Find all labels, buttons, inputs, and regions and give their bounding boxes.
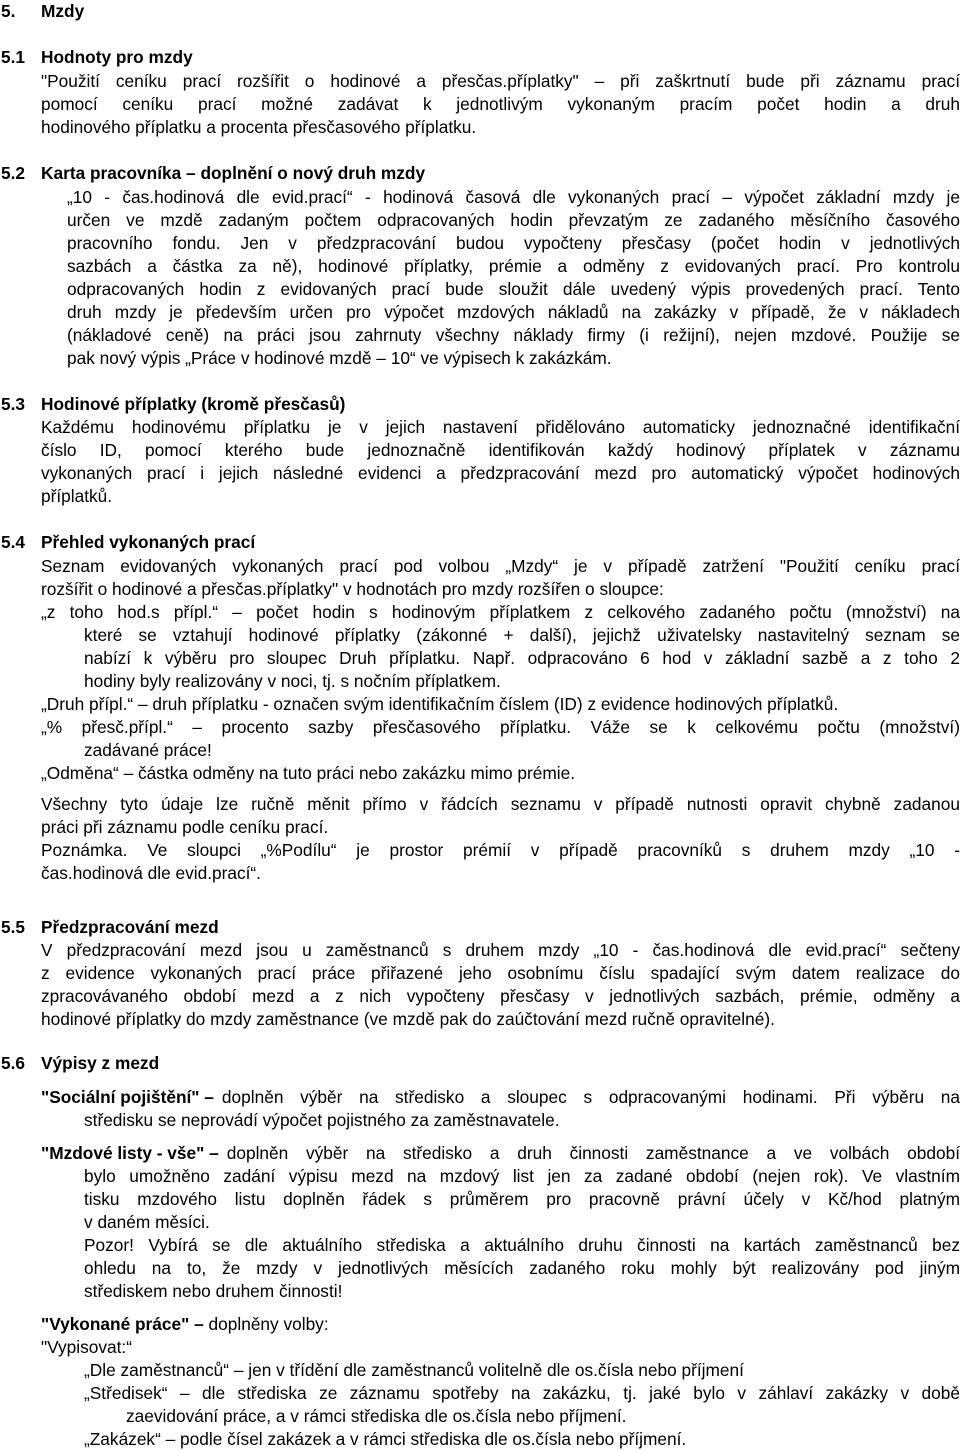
paragraph-line: pomocí ceníku prací možné zadávat k jednotlivým vykonaným pracím počet hodin a druh [41,94,960,114]
paragraph-line: z evidence vykonaných prací práce přiřazené jeho osobnímu číslu spadající svým datem realizace do [41,963,960,983]
paragraph-line: středisku se neprovádí výpočet pojistného za zaměstnavatele. [84,1110,560,1130]
section-number: 5.3 [1,394,26,414]
section-title: Hodnoty pro mzdy [41,47,193,67]
list-option-line: „Zakázek“ – podle čísel zakázek a v rámci střediska dle os.čísla nebo příjmení. [84,1429,687,1449]
paragraph-line: příplatků. [41,486,113,506]
column-item-line: „Odměna“ – částka odměny na tuto práci nebo zakázku mimo prémie. [41,763,576,783]
column-item-line: „Druh přípl.“ – druh příplatku - označen svým identifikačním číslem (ID) z evidence hodinových příplatků. [41,694,839,714]
paragraph-line: sazbách a částka za ně), hodinové příplatky, prémie a odměny z evidovaných prací. Pro kontrolu [67,256,960,276]
column-item-line: „% přesč.přípl.“ – procento sazby přesčasového příplatku. Váže se k celkovému počtu (množství) [41,717,960,737]
warning-line: ohledu na to, že mzdy v jednotlivých měsících zadaného roku mohly být realizovány pod jiným [84,1258,960,1278]
paragraph-line: V předzpracování mezd jsou u zaměstnanců s druhem mzdy „10 - čas.hodinová dle evid.prací“ sečteny [41,940,960,960]
paragraph-line: v daném měsíci. [84,1212,210,1232]
section-number: 5.2 [1,163,26,183]
section-number: 5.6 [1,1053,26,1073]
paragraph-line: doplněn výběr na středisko a druh činnosti zaměstnance a ve volbách období [226,1143,960,1163]
section-title: Karta pracovníka – doplnění o nový druh mzdy [41,163,426,183]
section-5-4-heading [1,531,256,554]
paragraph-line: určen ve mzdě zadaným počtem odpracovaných hodin převzatým ze zadaného měsíčního časového [67,210,960,230]
section-5-1-heading [1,46,193,69]
social-insurance-label: "Sociální pojištění" – [41,1087,214,1107]
column-item-line: „z toho hod.s přípl.“ – počet hodin s hodinovým příplatkem z celkového zadaného počtu (množství) na [41,602,960,622]
paragraph-line: pracovního fondu. Jen v předzpracování budou vypočteny přesčasy (počet hodin v jednotlivých [67,233,960,253]
list-option-line: „Dle zaměstnanců“ – jen v třídění dle zaměstnanců volitelně dle os.čísla nebo příjmení [84,1360,744,1380]
paragraph-line: Každému hodinovému příplatku je v jejich nastavení přidělováno automaticky jednoznačné identifikační [41,417,960,437]
section-title: Přehled vykonaných prací [41,532,256,552]
paragraph-line: (nákladové ceně) na práci jsou zahrnuty všechny náklady firmy (i režijní), nejen mzdové. Použije se [67,325,960,345]
warning-line: střediskem nebo druhem činnosti! [84,1281,343,1301]
paragraph-line: "Použití ceníku prací rozšířit o hodinové a přesčas.příplatky" – při zaškrtnutí bude při záznamu prací [41,71,960,91]
paragraph-line: tisku mzdového listu doplněn řádek s průměrem pro pracovně právní účely v Kč/hod platným [84,1189,960,1209]
paragraph-line: bylo umožněno zadání výpisu mezd na mzdový list jen za zadané období (nejen rok). Ve vlastním [84,1166,960,1186]
performed-works-label: "Vykonané práce" – [41,1314,204,1334]
section-title: Předzpracování mezd [41,917,219,937]
section-number: 5.5 [1,917,26,937]
section-title: Hodinové příplatky (kromě přesčasů) [41,394,346,414]
list-option-line: „Středisek“ – dle střediska ze záznamu spotřeby na zakázku, tj. jaké bylo v záhlaví zakázky v době [84,1383,960,1403]
chapter-number: 5. [1,1,16,21]
section-number: 5.1 [1,47,26,67]
paragraph-line: hodinového příplatku a procenta přesčasového příplatku. [41,117,477,137]
performed-works-line [41,1313,329,1336]
paragraph-line: vykonaných prací i jejich následné evidenci a předzpracování mezd pro automatický výpočet hodinových [41,463,960,483]
list-option-line: zaevidování práce, a v rámci střediska dle os.čísla nebo příjmení. [126,1406,627,1426]
list-output-label: "Vypisovat:“ [41,1337,132,1357]
paragraph-line: „10 - čas.hodinová dle evid.prací“ - hodinová časová dle vykonaných prací – výpočet základní mzdy je [67,187,960,207]
column-item-line: které se vztahují hodinové příplatky (zákonné + další), jejichž uživatelsky nastavitelný seznam se [84,625,960,645]
paragraph-line: práci při záznamu podle ceníku prací. [41,817,329,837]
note-line: Poznámka. Ve sloupci „%Podílu“ je prostor prémií v případě pracovníků s druhem mzdy „10 - [41,840,960,860]
warning-line: Pozor! Vybírá se dle aktuálního střediska a aktuálního druhu činnosti na kartách zaměstnanců bez [84,1235,960,1255]
paragraph-line: pak nový výpis „Práce v hodinové mzdě – 10“ ve výpisech k zakázkám. [67,348,612,368]
paragraph-line: Seznam evidovaných vykonaných prací pod volbou „Mzdy“ je v případě zatržení "Použití ceníku prací [41,556,960,576]
section-5-5-heading [1,916,219,939]
section-5-6-heading [1,1052,160,1075]
payroll-sheets-label: "Mzdové listy - vše" – [41,1143,219,1163]
paragraph-line: odpracovaných hodin z evidovaných prací bude sloužit dále uvedený výpis provedených prací. Tento [67,279,960,299]
paragraph-line: rozšířit o hodinové a přesčas.příplatky" v hodnotách pro mzdy rozšířen o sloupce: [41,579,664,599]
column-item-line: zadávané práce! [84,740,212,760]
payroll-sheets-line [41,1142,960,1165]
section-5-2-heading [1,162,426,185]
paragraph-line: doplněn výběr na středisko a sloupec s odpracovanými hodinami. Při výběru na [221,1087,960,1107]
paragraph-line: druh mzdy je především určen pro výpočet mzdových nákladů na zakázky v případě, že v nákladech [67,302,960,322]
paragraph-line: zpracovávaného období mezd a z nich vypočteny přesčasy v jednotlivých sazbách, prémie, odměny a [41,986,960,1006]
section-number: 5.4 [1,532,26,552]
paragraph-line: číslo ID, pomocí kterého bude jednoznačně identifikován každý hodinový příplatek v záznamu [41,440,960,460]
note-line: čas.hodinová dle evid.prací“. [41,863,261,883]
column-item-line: hodiny byly realizovány v noci, tj. s nočním příplatkem. [84,671,501,691]
paragraph-line: Všechny tyto údaje lze ručně měnit přímo v řádcích seznamu v případě nutnosti opravit chybně zadanou [41,794,960,814]
column-item-line: nabízí k výběru pro sloupec Druh příplatku. Např. odpracováno 6 hod v základní sazbě a z toho 2 [84,648,960,668]
paragraph-line: hodinové příplatky do mzdy zaměstnance (ve mzdě pak do zaúčtování mezd ručně opravitelné). [41,1009,775,1029]
social-insurance-line [41,1086,960,1109]
section-5-3-heading [1,393,346,416]
section-title: Výpisy z mezd [41,1053,160,1073]
chapter-heading [1,0,85,23]
performed-works-text: doplněny volby: [208,1314,329,1334]
chapter-title: Mzdy [41,1,85,21]
